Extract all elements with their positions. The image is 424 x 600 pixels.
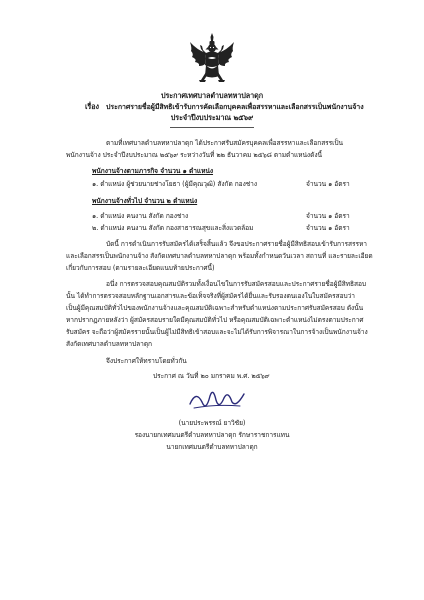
section2-item-1-count: จำนวน ๑ อัตรา <box>306 212 350 220</box>
subject-label: เรื่อง <box>85 102 99 111</box>
garuda-emblem-icon <box>189 32 235 88</box>
closing-text: จึงประกาศให้ทราบโดยทั่วกัน <box>106 357 187 365</box>
section2-item-2-count: จำนวน ๑ อัตรา <box>306 224 350 232</box>
signatory-name: (นายประพรรณ์ ยาวิชัย) <box>178 419 246 427</box>
para2-line-4: หากปรากฏภายหลังว่า ผู้สมัครสอบรายใดมีคุณสมบัติทั่วไป หรือคุณสมบัติเฉพาะตำแหน่งไม่ตรงตามประกาศ <box>66 316 364 324</box>
para1-line-1: บัดนี้ การดำเนินการรับสมัครได้เสร็จสิ้นแล้ว จึงขอประกาศรายชื่อผู้มีสิทธิสอบเข้ารับการสรรหา <box>106 240 367 248</box>
intro-line-2: พนักงานจ้าง ประจำปีงบประมาณ ๒๕๖๙ ระหว่างวันที่ ๒๒ ธันวาคม ๒๕๖๘ ตามตำแหน่งดังนี้ <box>66 151 322 159</box>
intro-line-1: ตามที่เทศบาลตำบลทหาปลาดุก ได้ประกาศรับสมัครบุคคลเพื่อสรรหาและเลือกสรรเป็น <box>106 139 343 147</box>
section1-item-1-count: จำนวน ๑ อัตรา <box>306 180 350 188</box>
para2-line-5: รับสมัคร จะถือว่าผู้สมัครรายนั้นเป็นผู้ไม่มีสิทธิเข้าสอบและจะไม่ได้รับการพิจารณาในการจ้างเป็นพนักงานจ้าง <box>66 328 368 336</box>
para2-line-3: เป็นผู้มีคุณสมบัติทั่วไปของพนักงานจ้างและคุณสมบัติเฉพาะสำหรับตำแหน่งตามประกาศรับสมัครสอบ ดังนั้น <box>66 304 364 312</box>
section2-heading: พนักงานจ้างทั่วไป จำนวน ๒ ตำแหน่ง <box>92 197 198 205</box>
date-line: ประกาศ ณ วันที่ ๒๐ มกราคม พ.ศ. ๒๕๖๙ <box>153 372 270 380</box>
section1-item-1-name: ๑. ตำแหน่ง ผู้ช่วยนายช่างโยธา (ผู้มีคุณวุฒิ) สังกัด กองช่าง <box>92 180 258 188</box>
section2-item-2-name: ๒. ตำแหน่ง คนงาน สังกัด กองสาธารณสุขและสิ่งแวดล้อม <box>92 224 254 232</box>
para2-line-1: อนึ่ง การตรวจสอบคุณสมบัติรวมทั้งเงื่อนไขในการรับสมัครสอบและประกาศรายชื่อผู้มีสิทธิสอบ <box>106 280 367 288</box>
para2-line-6: สังกัดเทศบาลตำบลทหาปลาดุก <box>66 340 152 348</box>
fiscal-year: ประจำปีงบประมาณ ๒๕๖๙ <box>170 113 254 122</box>
header-divider <box>170 127 254 128</box>
subject-text: ประกาศรายชื่อผู้มีสิทธิเข้ารับการคัดเลือกบุคคลเพื่อสรรหาและเลือกสรรเป็นพนักงานจ้าง <box>106 103 364 111</box>
section1-heading: พนักงานจ้างตามภารกิจ จำนวน ๑ ตำแหน่ง <box>92 167 214 175</box>
para2-line-2: นั้น ได้ทำการตรวจสอบหลักฐานเอกสารและข้อเท็จจริงที่ผู้สมัครได้ยื่นและรับรองตนเองในใบสมัครสอบว่า <box>66 292 355 300</box>
para1-line-2: และเลือกสรรเป็นพนักงานจ้าง สังกัดเทศบาลตำบลทหาปลาดุก พร้อมทั้งกำหนดวันเวลา สถานที่ และรายละเอียด <box>66 252 373 260</box>
signatory-position-2: นายกเทศมนตรีตำบลทหาปลาดุก <box>166 443 258 451</box>
section2-item-1-name: ๑. ตำแหน่ง คนงาน สังกัด กองช่าง <box>92 212 189 220</box>
handwritten-signature-icon <box>186 384 248 416</box>
signatory-position-1: รองนายกเทศมนตรีตำบลทหาปลาดุก รักษาราชการแทน <box>134 431 290 439</box>
para1-line-3: เกี่ยวกับการสอบ (ตามรายละเอียดแนบท้ายประกาศนี้) <box>66 264 215 272</box>
announcement-title: ประกาศเทศบาลตำบลทหาปลาดุก <box>160 91 264 100</box>
